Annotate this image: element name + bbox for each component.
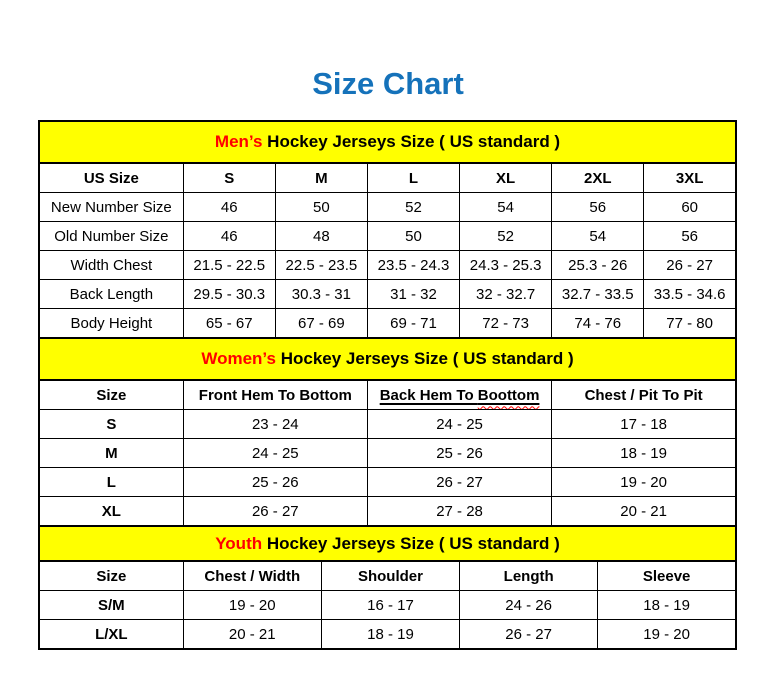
cell: 24 - 26 <box>460 591 598 620</box>
cell: 52 <box>367 193 459 222</box>
cell: 74 - 76 <box>552 309 644 339</box>
mens-column-header-row <box>39 163 736 193</box>
cell: 52 <box>460 222 552 251</box>
womens-section-title-black: Hockey Jerseys Size ( US standard ) <box>275 349 574 368</box>
mens-row-new-number-size <box>39 193 736 222</box>
mens-col-m: M <box>275 163 367 193</box>
mens-row-width-chest <box>39 251 736 280</box>
cell: 32 - 32.7 <box>460 280 552 309</box>
cell: 21.5 - 22.5 <box>183 251 275 280</box>
cell: 27 - 28 <box>367 497 551 527</box>
youth-column-header-row <box>39 561 736 591</box>
cell: 56 <box>552 193 644 222</box>
womens-section-band <box>39 338 736 380</box>
cell: 72 - 73 <box>460 309 552 339</box>
cell: 33.5 - 34.6 <box>644 280 736 309</box>
mens-row-back-length <box>39 280 736 309</box>
row-label: XL <box>39 497 183 527</box>
womens-col-front-hem: Front Hem To Bottom <box>183 380 367 410</box>
cell: 26 - 27 <box>183 497 367 527</box>
cell: 16 - 17 <box>321 591 459 620</box>
row-label: New Number Size <box>39 193 183 222</box>
cell: 26 - 27 <box>460 620 598 650</box>
youth-row-sm <box>39 591 736 620</box>
cell: 54 <box>552 222 644 251</box>
youth-col-sleeve: Sleeve <box>598 561 736 591</box>
cell: 18 - 19 <box>552 439 736 468</box>
youth-section-title-black: Hockey Jerseys Size ( US standard ) <box>262 533 560 553</box>
womens-row-m <box>39 439 736 468</box>
cell: 69 - 71 <box>367 309 459 339</box>
back-hem-prefix: Back Hem To <box>379 386 478 404</box>
mens-section-title-red: Men’s <box>214 132 263 151</box>
mens-col-2xl: 2XL <box>552 163 644 193</box>
row-label: Old Number Size <box>39 222 183 251</box>
cell: 60 <box>644 193 736 222</box>
back-hem-misspelled-word: Boottom <box>477 386 540 404</box>
cell: 30.3 - 31 <box>275 280 367 309</box>
mens-col-us-size: US Size <box>39 163 183 193</box>
cell: 50 <box>275 193 367 222</box>
womens-col-back-hem-text <box>380 387 540 404</box>
youth-section-band <box>39 526 736 561</box>
cell: 17 - 18 <box>552 410 736 439</box>
cell: 77 - 80 <box>644 309 736 339</box>
cell: 19 - 20 <box>183 591 321 620</box>
cell: 32.7 - 33.5 <box>552 280 644 309</box>
cell: 31 - 32 <box>367 280 459 309</box>
mens-row-body-height <box>39 309 736 339</box>
row-label: Back Length <box>39 280 183 309</box>
cell: 26 - 27 <box>367 468 551 497</box>
mens-col-xl: XL <box>460 163 552 193</box>
cell: 18 - 19 <box>598 591 736 620</box>
youth-row-lxl <box>39 620 736 650</box>
cell: 67 - 69 <box>275 309 367 339</box>
youth-col-shoulder: Shoulder <box>321 561 459 591</box>
size-chart-table <box>38 120 737 650</box>
mens-col-l: L <box>367 163 459 193</box>
womens-row-l <box>39 468 736 497</box>
cell: 20 - 21 <box>552 497 736 527</box>
youth-col-chest-width: Chest / Width <box>183 561 321 591</box>
cell: 48 <box>275 222 367 251</box>
cell: 50 <box>367 222 459 251</box>
youth-col-size: Size <box>39 561 183 591</box>
cell: 25.3 - 26 <box>552 251 644 280</box>
row-label: Body Height <box>39 309 183 339</box>
row-label: S/M <box>39 591 183 620</box>
cell: 46 <box>183 222 275 251</box>
cell: 23.5 - 24.3 <box>367 251 459 280</box>
mens-section-title-black: Hockey Jerseys Size ( US standard ) <box>262 132 561 151</box>
cell: 22.5 - 23.5 <box>275 251 367 280</box>
mens-section-band <box>39 121 736 163</box>
cell: 25 - 26 <box>367 439 551 468</box>
mens-row-old-number-size <box>39 222 736 251</box>
cell: 19 - 20 <box>552 468 736 497</box>
womens-col-back-hem <box>367 380 551 410</box>
cell: 26 - 27 <box>644 251 736 280</box>
cell: 29.5 - 30.3 <box>183 280 275 309</box>
cell: 24 - 25 <box>367 410 551 439</box>
page-title: Size Chart <box>312 66 464 101</box>
womens-col-size: Size <box>39 380 183 410</box>
mens-col-s: S <box>183 163 275 193</box>
row-label: L/XL <box>39 620 183 650</box>
cell: 24 - 25 <box>183 439 367 468</box>
cell: 65 - 67 <box>183 309 275 339</box>
womens-column-header-row <box>39 380 736 410</box>
cell: 19 - 20 <box>598 620 736 650</box>
row-label: Width Chest <box>39 251 183 280</box>
cell: 20 - 21 <box>183 620 321 650</box>
womens-row-s <box>39 410 736 439</box>
cell: 56 <box>644 222 736 251</box>
womens-section-title-red: Women’s <box>201 349 276 368</box>
youth-section-title-red: Youth <box>215 533 263 553</box>
womens-section-title <box>39 338 736 380</box>
womens-col-chest: Chest / Pit To Pit <box>552 380 736 410</box>
cell: 24.3 - 25.3 <box>460 251 552 280</box>
womens-row-xl <box>39 497 736 527</box>
row-label: S <box>39 410 183 439</box>
row-label: L <box>39 468 183 497</box>
youth-col-length: Length <box>460 561 598 591</box>
mens-col-3xl: 3XL <box>644 163 736 193</box>
mens-section-title <box>39 121 736 163</box>
row-label: M <box>39 439 183 468</box>
cell: 25 - 26 <box>183 468 367 497</box>
cell: 18 - 19 <box>321 620 459 650</box>
cell: 23 - 24 <box>183 410 367 439</box>
cell: 46 <box>183 193 275 222</box>
youth-section-title <box>39 526 736 561</box>
cell: 54 <box>460 193 552 222</box>
